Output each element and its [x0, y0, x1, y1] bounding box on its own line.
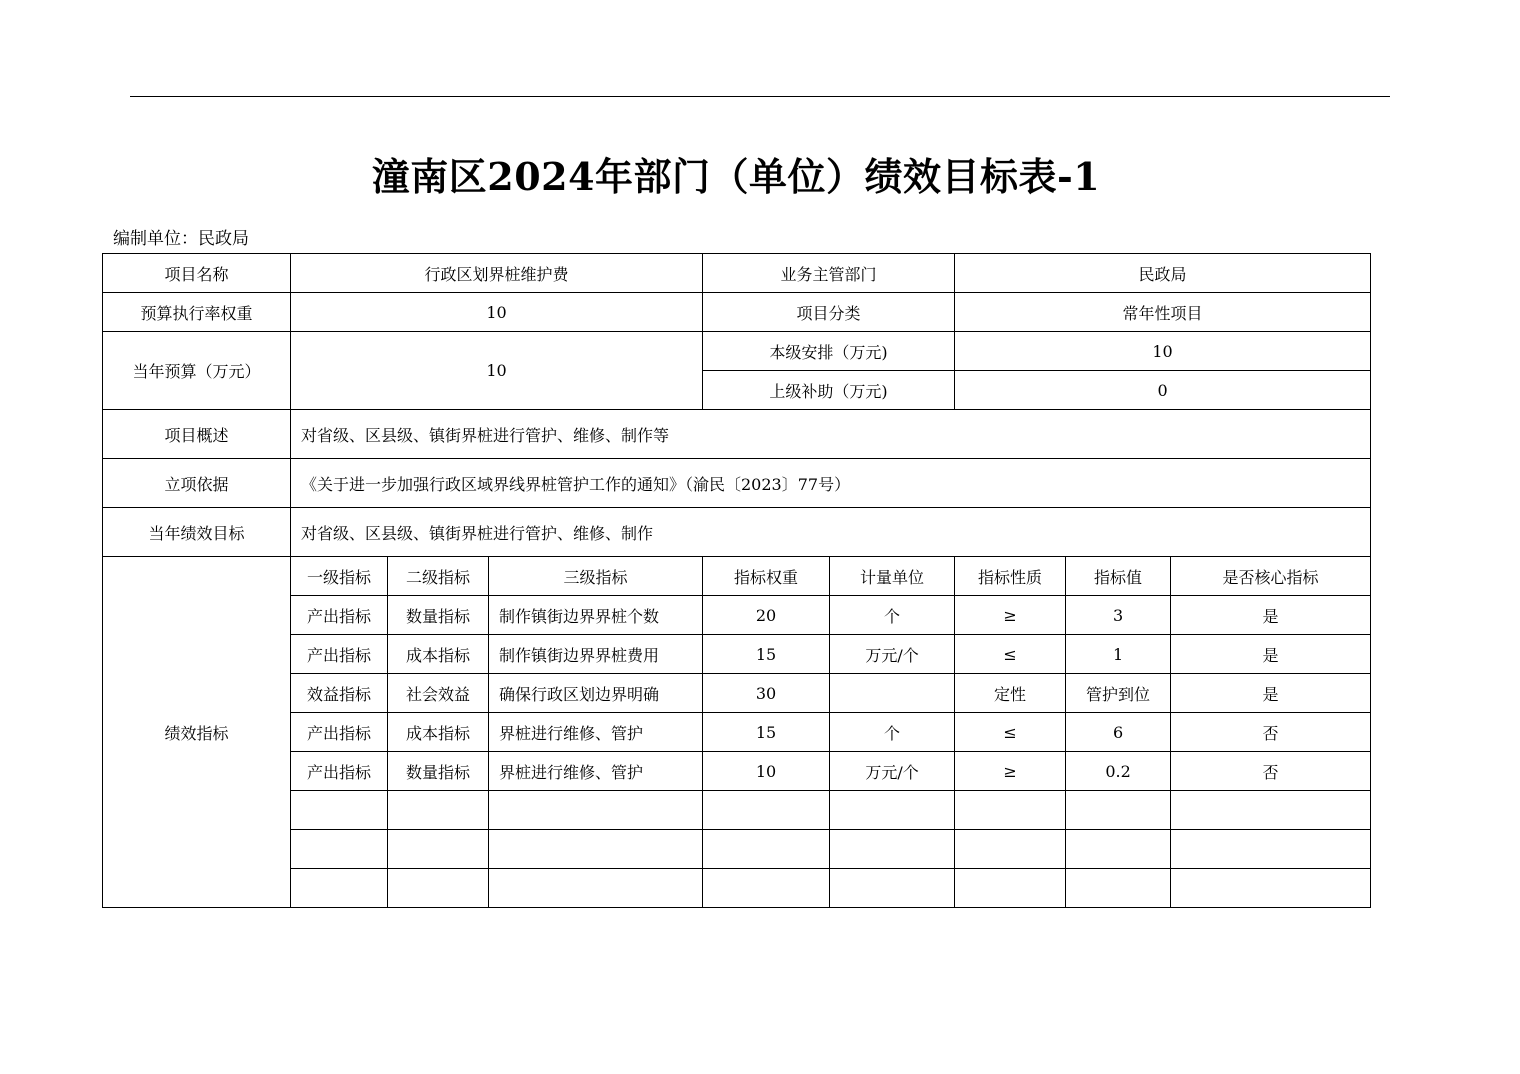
header-cell: 指标性质: [955, 557, 1066, 596]
cell-level1: 产出指标: [291, 752, 388, 791]
cell-weight: 15: [703, 635, 830, 674]
cell-weight: 15: [703, 713, 830, 752]
indicator-row: [103, 713, 1371, 752]
cell-level1: 效益指标: [291, 674, 388, 713]
cell-level1: 产出指标: [291, 596, 388, 635]
cell-unit: 万元/个: [830, 635, 955, 674]
cell-level3: 确保行政区划边界明确: [489, 674, 703, 713]
cell-level2: 数量指标: [388, 596, 489, 635]
performance-table: [102, 253, 1371, 908]
cell-unit: 个: [830, 596, 955, 635]
project-name-label: 项目名称: [103, 254, 291, 293]
cell-value: 6: [1066, 713, 1171, 752]
dept-label: 业务主管部门: [703, 254, 955, 293]
cell-value: 1: [1066, 635, 1171, 674]
cell-core: 是: [1171, 596, 1371, 635]
header-cell: 计量单位: [830, 557, 955, 596]
indicator-row: [103, 674, 1371, 713]
cell-level3: 界桩进行维修、管护: [489, 713, 703, 752]
cell-level3: 制作镇街边界界桩个数: [489, 596, 703, 635]
basis-label: 立项依据: [103, 459, 291, 508]
basis-value: 《关于进一步加强行政区域界线界桩管护工作的通知》（渝民〔2023〕77号）: [291, 459, 1371, 508]
empty-row: [103, 830, 1371, 869]
cell-level3: 界桩进行维修、管护: [489, 752, 703, 791]
cell-core: 是: [1171, 674, 1371, 713]
cell-weight: 10: [703, 752, 830, 791]
empty-row: [103, 791, 1371, 830]
header-cell: 一级指标: [291, 557, 388, 596]
empty-row: [103, 869, 1371, 908]
header-cell: 二级指标: [388, 557, 489, 596]
category-value: 常年性项目: [955, 293, 1371, 332]
weight-value: 10: [291, 293, 703, 332]
cell-nature: ≤: [955, 635, 1066, 674]
cell-weight: 30: [703, 674, 830, 713]
cell-core: 否: [1171, 752, 1371, 791]
cell-value: 0.2: [1066, 752, 1171, 791]
cell-value: 3: [1066, 596, 1171, 635]
cell-level2: 成本指标: [388, 635, 489, 674]
indicator-row: [103, 635, 1371, 674]
cell-nature: ≥: [955, 596, 1066, 635]
local-value: 10: [955, 332, 1371, 371]
cell-unit: 个: [830, 713, 955, 752]
header-cell: 三级指标: [489, 557, 703, 596]
row-basis: [103, 459, 1371, 508]
header-cell: 指标权重: [703, 557, 830, 596]
cell-level2: 成本指标: [388, 713, 489, 752]
cell-nature: 定性: [955, 674, 1066, 713]
cell-level2: 社会效益: [388, 674, 489, 713]
weight-label: 预算执行率权重: [103, 293, 291, 332]
cell-core: 是: [1171, 635, 1371, 674]
category-label: 项目分类: [703, 293, 955, 332]
project-name-value: 行政区划界桩维护费: [291, 254, 703, 293]
local-label: 本级安排（万元): [703, 332, 955, 371]
page-title: 潼南区2024年部门（单位）绩效目标表-1: [371, 154, 1101, 199]
row-goal: [103, 508, 1371, 557]
row-weight: [103, 293, 1371, 332]
upper-label: 上级补助（万元): [703, 371, 955, 410]
indicator-row: [103, 596, 1371, 635]
budget-label: 当年预算（万元）: [103, 332, 291, 410]
cell-level3: 制作镇街边界界桩费用: [489, 635, 703, 674]
upper-value: 0: [955, 371, 1371, 410]
cell-nature: ≥: [955, 752, 1066, 791]
row-project-name: [103, 254, 1371, 293]
cell-core: 否: [1171, 713, 1371, 752]
goal-label: 当年绩效目标: [103, 508, 291, 557]
indicator-header-row: [103, 557, 1371, 596]
indicators-section-label: 绩效指标: [103, 557, 291, 908]
header-cell: 是否核心指标: [1171, 557, 1371, 596]
header-cell: 指标值: [1066, 557, 1171, 596]
top-rule: [130, 96, 1390, 97]
indicator-row: [103, 752, 1371, 791]
org-label: 编制单位：民政局: [113, 229, 249, 249]
cell-weight: 20: [703, 596, 830, 635]
budget-value: 10: [291, 332, 703, 410]
summary-label: 项目概述: [103, 410, 291, 459]
dept-value: 民政局: [955, 254, 1371, 293]
row-summary: [103, 410, 1371, 459]
cell-level1: 产出指标: [291, 635, 388, 674]
summary-value: 对省级、区县级、镇街界桩进行管护、维修、制作等: [291, 410, 1371, 459]
cell-level1: 产出指标: [291, 713, 388, 752]
cell-level2: 数量指标: [388, 752, 489, 791]
row-budget: [103, 332, 1371, 371]
cell-unit: [830, 674, 955, 713]
cell-nature: ≤: [955, 713, 1066, 752]
cell-value: 管护到位: [1066, 674, 1171, 713]
goal-value: 对省级、区县级、镇街界桩进行管护、维修、制作: [291, 508, 1371, 557]
cell-unit: 万元/个: [830, 752, 955, 791]
